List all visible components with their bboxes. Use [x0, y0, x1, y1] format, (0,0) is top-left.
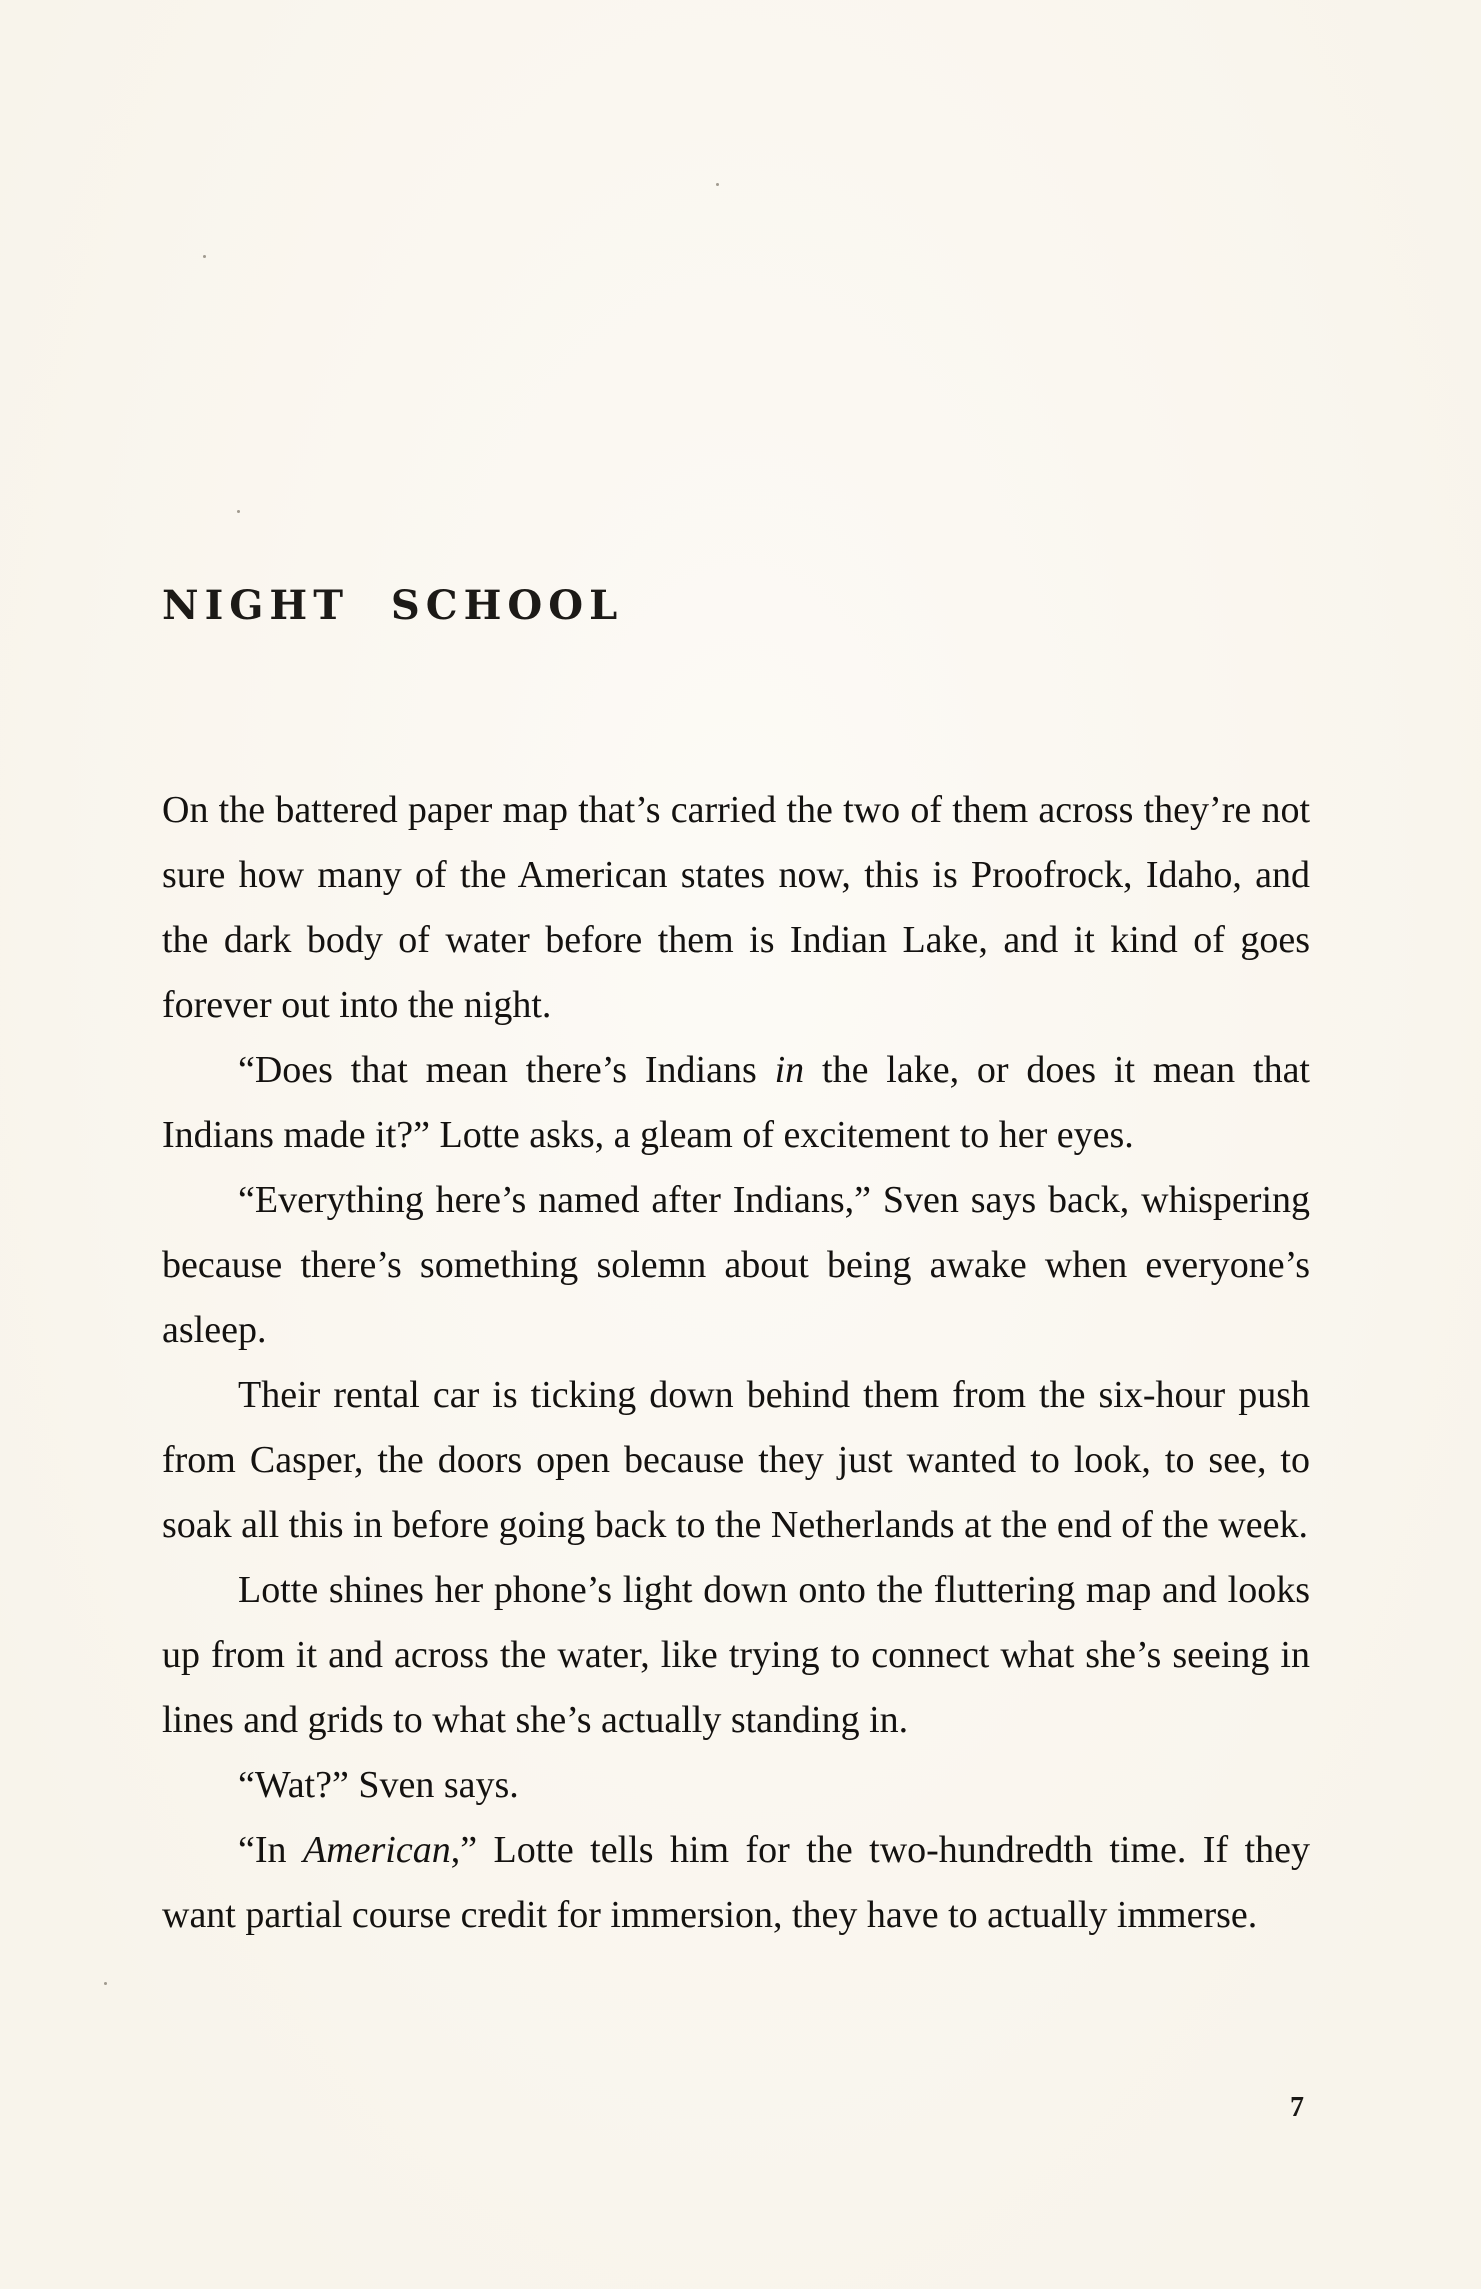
- paragraph-2-text-a: “Does that mean there’s Indians: [238, 1049, 775, 1091]
- paragraph-5-text: Lotte shines her phone’s light down onto the fluttering map and looks up from it and across the water, like trying to connect what she’s seeing in lines and grids to what she’s actually standing in.: [162, 1569, 1310, 1741]
- paragraph-7-text-a: “In: [238, 1829, 303, 1871]
- paragraph-2-text-b: the lake, or does it mean that Indians made it?” Lotte asks, a gleam of excitement to her eyes.: [162, 1049, 1310, 1156]
- paragraph-6: [162, 1753, 1310, 1818]
- paragraph-4: [162, 1363, 1310, 1558]
- chapter-title: NIGHT SCHOOL: [162, 582, 624, 629]
- page-number: 7: [1290, 2092, 1304, 2123]
- paper-speck: [716, 183, 719, 186]
- paragraph-2-italic: in: [774, 1049, 805, 1091]
- paragraph-7-text-b: ,” Lotte tells him for the two-hundredth time. If they want partial course credit for immersion, they have to actually immerse.: [162, 1829, 1310, 1936]
- paragraph-3-text: “Everything here’s named after Indians,” Sven says back, whispering because there’s something solemn about being awake when everyone’s asleep.: [162, 1179, 1310, 1351]
- paragraph-7-italic: American: [302, 1829, 451, 1871]
- paragraph-5: [162, 1558, 1310, 1753]
- paragraph-1-text: On the battered paper map that’s carried the two of them across they’re not sure how many of the American states now, this is Proofrock, Idaho, and the dark body of water before them is Indian Lake, and it kind of goes forever out into the night.: [162, 789, 1310, 1026]
- paragraph-1: [162, 778, 1310, 1038]
- paragraph-3: [162, 1168, 1310, 1363]
- paragraph-6-text: “Wat?” Sven says.: [238, 1764, 519, 1806]
- paragraph-7: [162, 1818, 1310, 1948]
- paragraph-2: [162, 1038, 1310, 1168]
- chapter-body: [162, 778, 1310, 1948]
- paper-speck: [104, 1982, 107, 1985]
- paper-speck: [203, 255, 206, 258]
- paper-speck: [237, 510, 240, 513]
- paragraph-4-text: Their rental car is ticking down behind them from the six-hour push from Casper, the doors open because they just wanted to look, to see, to soak all this in before going back to the Netherlands at the end of the week.: [162, 1374, 1310, 1546]
